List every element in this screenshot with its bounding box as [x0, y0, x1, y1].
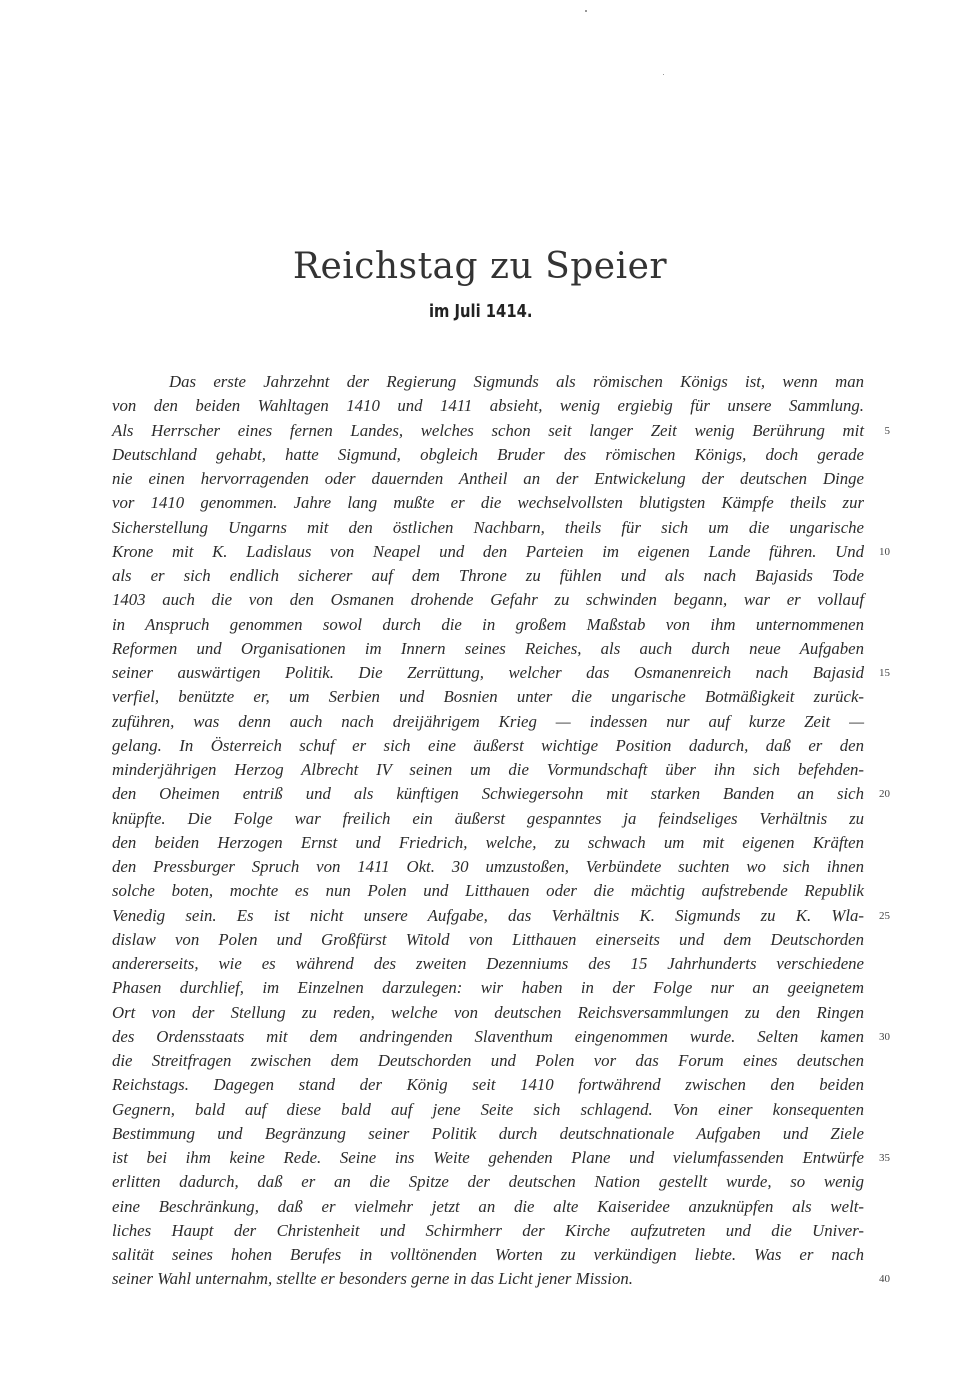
text-line: als er sich endlich sicherer auf dem Throne zu fühlen und als nach Bajasids Tode	[112, 566, 864, 585]
text-line: ist bei ihm keine Rede. Seine ins Weite gehenden Plane und vielumfassenden Entwürfe	[112, 1148, 864, 1167]
text-line: verfiel, benützte er, um Serbien und Bosnien unter die ungarische Botmäßigkeit zurück-	[112, 687, 864, 707]
line-number: 35	[879, 1152, 890, 1164]
text-line: liches Haupt der Christenheit und Schirmherr der Kirche aufzutreten und die Univer-	[112, 1220, 864, 1240]
text-line: minderjährigen Herzog Albrecht IV seinen um die Vormundschaft über ihn sich befehden-	[112, 760, 864, 779]
text-line: Reichstags. Dagegen stand der König seit 1410 fortwährend zwischen den beiden	[112, 1075, 864, 1095]
text-line: Bestimmung und Begränzung seiner Politik durch deutschnationale Aufgaben und Ziele	[112, 1123, 864, 1143]
text-line: die Streitfragen zwischen dem Deutschorden und Polen vor das Forum eines deutschen	[112, 1051, 864, 1070]
text-line: Als Herrscher eines fernen Landes, welches schon seit langer Zeit wenig Berührung mit	[112, 420, 864, 440]
text-line: Das erste Jahrzehnt der Regierung Sigmunds als römischen Königs ist, wenn man	[169, 372, 864, 391]
text-line: Gegnern, bald auf diese bald auf jene Seite sich schlagend. Von einer konsequenten	[112, 1099, 864, 1119]
line-number: 30	[879, 1030, 890, 1043]
text-line: vor 1410 genommen. Jahre lang mußte er die wechselvollsten blutigsten Kämpfe theils zur	[112, 493, 864, 513]
line-number: 10	[879, 545, 890, 558]
text-line: den Oheimen entriß und als künftigen Schwiegersohn mit starken Banden an sich	[112, 784, 864, 804]
text-line: solche boten, mochte es nun Polen und Litthauen oder die mächtig aufstrebende Republik	[112, 881, 864, 901]
text-line: eine Beschränkung, daß er vielmehr jetzt an die alte Kaiseridee anzuknüpfen als welt-	[112, 1196, 864, 1216]
text-line: gelang. In Österreich schuf er sich eine äußerst wichtige Position dadurch, daß er den	[112, 735, 864, 755]
line-number: 15	[879, 667, 890, 679]
scan-speck	[585, 10, 587, 12]
line-number: 5	[884, 424, 890, 437]
text-line: dislaw von Polen und Großfürst Witold von Litthauen einerseits und dem Deutschorden	[112, 929, 864, 949]
page-subtitle: im Juli 1414.	[428, 301, 533, 322]
page-title: Reichstag zu Speier	[292, 246, 668, 287]
text-line: seiner auswärtigen Politik. Die Zerrüttung, welcher das Osmanenreich nach Bajasid	[112, 663, 864, 682]
text-line: den beiden Herzogen Ernst und Friedrich, welche, zu schwach um mit eigenen Kräften	[112, 832, 864, 852]
text-line: Krone mit K. Ladislaus von Neapel und den Parteien im eigenen Lande führen. Und	[112, 541, 864, 561]
text-line: knüpfte. Die Folge war freilich ein äußerst gespanntes ja feindseliges Verhältnis zu	[112, 808, 864, 828]
text-line: seiner Wahl unternahm, stellte er besonders gerne in das Licht jener Mission.	[112, 1269, 633, 1289]
text-line: Reformen und Organisationen im Innern seines Reiches, als auch durch neue Aufgaben	[112, 638, 864, 658]
text-line: Sicherstellung Ungarns mit den östlichen Nachbarn, theils für sich um die ungarische	[112, 517, 864, 537]
text-line: von den beiden Wahltagen 1410 und 1411 absieht, wenig ergiebig für unsere Sammlung.	[112, 396, 864, 416]
text-line: nie einen hervorragenden oder dauernden Antheil an der Entwickelung der deutschen Dinge	[112, 469, 864, 488]
text-line: in Anspruch genommen sowol durch die in großem Maßstab von ihm unternommenen	[112, 614, 864, 634]
text-line: andererseits, wie es während des zweiten Dezenniums des 15 Jahrhunderts verschiedene	[112, 954, 864, 973]
line-number: 40	[879, 1273, 890, 1286]
text-line: Ort von der Stellung zu reden, welche von deutschen Reichsversammlungen zu den Ringen	[112, 1002, 864, 1022]
text-line: zuführen, was denn auch nach dreijährigem Krieg — indessen nur auf kurze Zeit —	[112, 711, 864, 731]
text-line: Venedig sein. Es ist nicht unsere Aufgabe, das Verhältnis K. Sigmunds zu K. Wla-	[112, 905, 864, 925]
text-line: erlitten dadurch, daß er an die Spitze der deutschen Nation gestellt wurde, so wenig	[112, 1172, 864, 1192]
scan-speck	[663, 74, 664, 75]
line-number: 25	[879, 909, 890, 922]
text-line: Phasen durchlief, im Einzelnen darzulegen: wir haben in der Folge nur an geeignetem	[112, 978, 864, 998]
text-line: salität seines hohen Berufes in volltönenden Worten zu verkündigen liebte. Was er nach	[112, 1245, 864, 1264]
text-line: den Pressburger Spruch von 1411 Okt. 30 umzustoßen, Verbündete suchten wo sich ihnen	[112, 857, 864, 876]
text-line: 1403 auch die von den Osmanen drohende Gefahr zu schwinden begann, war er vollauf	[112, 590, 864, 610]
text-line: des Ordensstaats mit dem andringenden Slaventhum eingenommen wurde. Selten kamen	[112, 1026, 864, 1046]
text-line: Deutschland gehabt, hatte Sigmund, obgleich Bruder des römischen Königs, doch gerade	[112, 444, 864, 464]
line-number: 20	[879, 788, 890, 801]
